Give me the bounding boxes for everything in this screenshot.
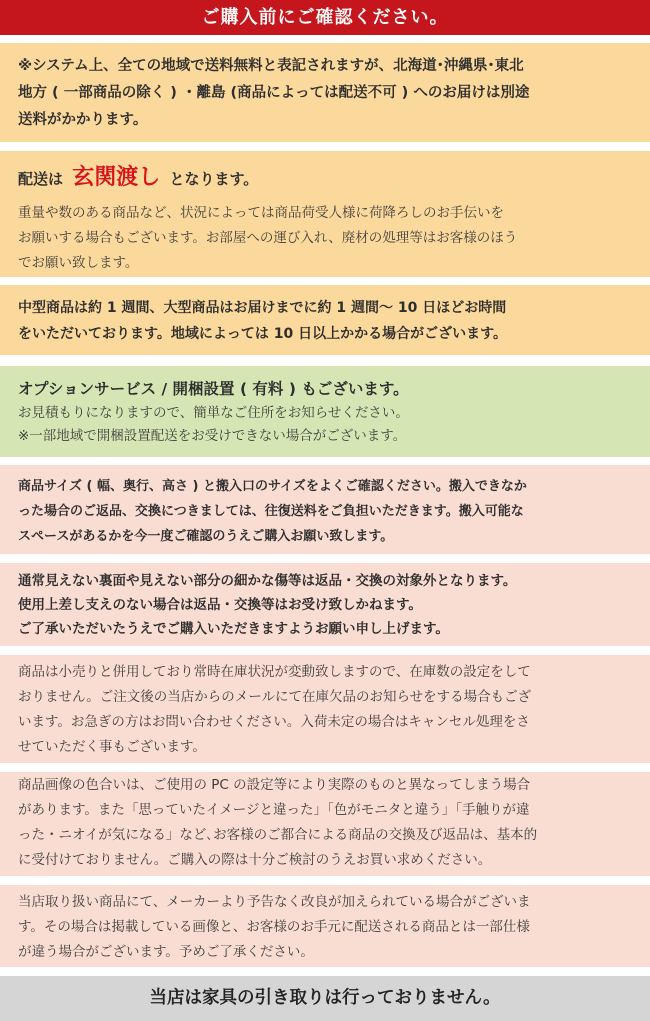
improvement-line: 当店取り扱い商品にて、メーカーより予告なく改良が加えられている場合がございま [18,894,531,910]
footer-notice: 当店は家具の引き取りは行っておりません。 [0,976,650,1021]
page-header: ご購入前にご確認ください。 [0,0,650,35]
delivery-line: お願いする場合もございます。お部屋への運び入れ、廃材の処理等はお客様のほう [18,230,518,246]
color-line: 商品画像の色合いは、ご使用の PC の設定等により実際のものと異なってしまう場合 [18,777,531,793]
lead-time-line: 中型商品は約 1 週間、大型商品はお届けまでに約 1 週間～ 10 日ほどお時間 [18,300,507,316]
delivery-prefix: 配送は [18,170,64,188]
shipping-note-line: 送料がかかります。 [18,112,148,128]
damage-line: 通常見えない裏面や見えない部分の細かな傷等は返品・交換の対象外となります。 [18,573,517,589]
shipping-note-line: 地方 ( 一部商品の除く ) ・離島 (商品によっては配送不可 ) へのお届けは別途 [18,85,530,101]
delivery-heading [18,162,632,195]
color-line: った・ニオイが気になる」など､お客様のご都合による商品の交換及び返品は、基本的 [18,827,538,843]
stock-line: せていただく事もございます。 [18,739,206,755]
shipping-note-box [0,43,650,142]
color-line: に受付けておりません。ご購入の際は十分ご検討のうえお買い求めください。 [18,852,492,868]
damage-line: ご了承いただいたうえでご購入いただきますようお願い申し上げます。 [18,621,449,637]
damage-line: 使用上差し支えのない場合は返品・交換等はお受け致しかねます。 [18,597,422,613]
delivery-line: 重量や数のある商品など、状況によっては商品荷受人様に荷降ろしのお手伝いを [18,205,504,221]
color-line: があります。また「思っていたイメージと違った」「色がモニタと違う」「手触りが違 [18,802,530,818]
option-title: オプションサービス / 開梱設置 ( 有料 ) もございます。 [18,380,409,398]
option-line: ※一部地域で開梱設置配送をお受けできない場合がございます。 [18,428,407,444]
option-line: お見積もりになりますので、簡単なご住所をお知らせください。 [18,405,409,421]
damage-box [0,563,650,646]
stock-line: おりません。ご注文後の当店からのメールにて在庫欠品のお知らせをする場合もござ [18,689,532,705]
delivery-box [0,151,650,277]
shipping-note-line: ※システム上、全ての地域で送料無料と表記されますが、北海道･沖縄県･東北 [18,58,524,74]
stock-box [0,655,650,763]
size-check-line: スペースがあるかを今一度ご確認のうえご購入お願い致します。 [18,529,394,544]
stock-line: 商品は小売りと併用しており常時在庫状況が変動致しますので、在庫数の設定をして [18,664,531,680]
stock-line: います。お急ぎの方はお問い合わせください。入荷未定の場合はキャンセル処理をさ [18,714,530,730]
improvement-line: が違う場合がございます。予めご了承ください。 [18,944,314,960]
improvement-box [0,885,650,967]
option-box [0,366,650,457]
improvement-line: す。その場合は掲載している画像と、お客様のお手元に配送される商品とは一部仕様 [18,919,530,935]
size-check-box [0,465,650,554]
color-box [0,772,650,876]
size-check-line: った場合のご返品、交換につきましては、往復送料をご負担いただきます。搬入可能な [18,504,524,519]
delivery-line: でお願い致します。 [18,255,139,271]
lead-time-line: をいただいております。地域によっては 10 日以上かかる場合がございます。 [18,326,507,342]
lead-time-box [0,285,650,355]
delivery-highlight: 玄関渡し [72,165,161,190]
delivery-suffix: となります。 [169,170,259,188]
size-check-line: 商品サイズ ( 幅、奥行、高さ ) と搬入口のサイズをよくご確認ください。搬入できなか [18,479,527,494]
